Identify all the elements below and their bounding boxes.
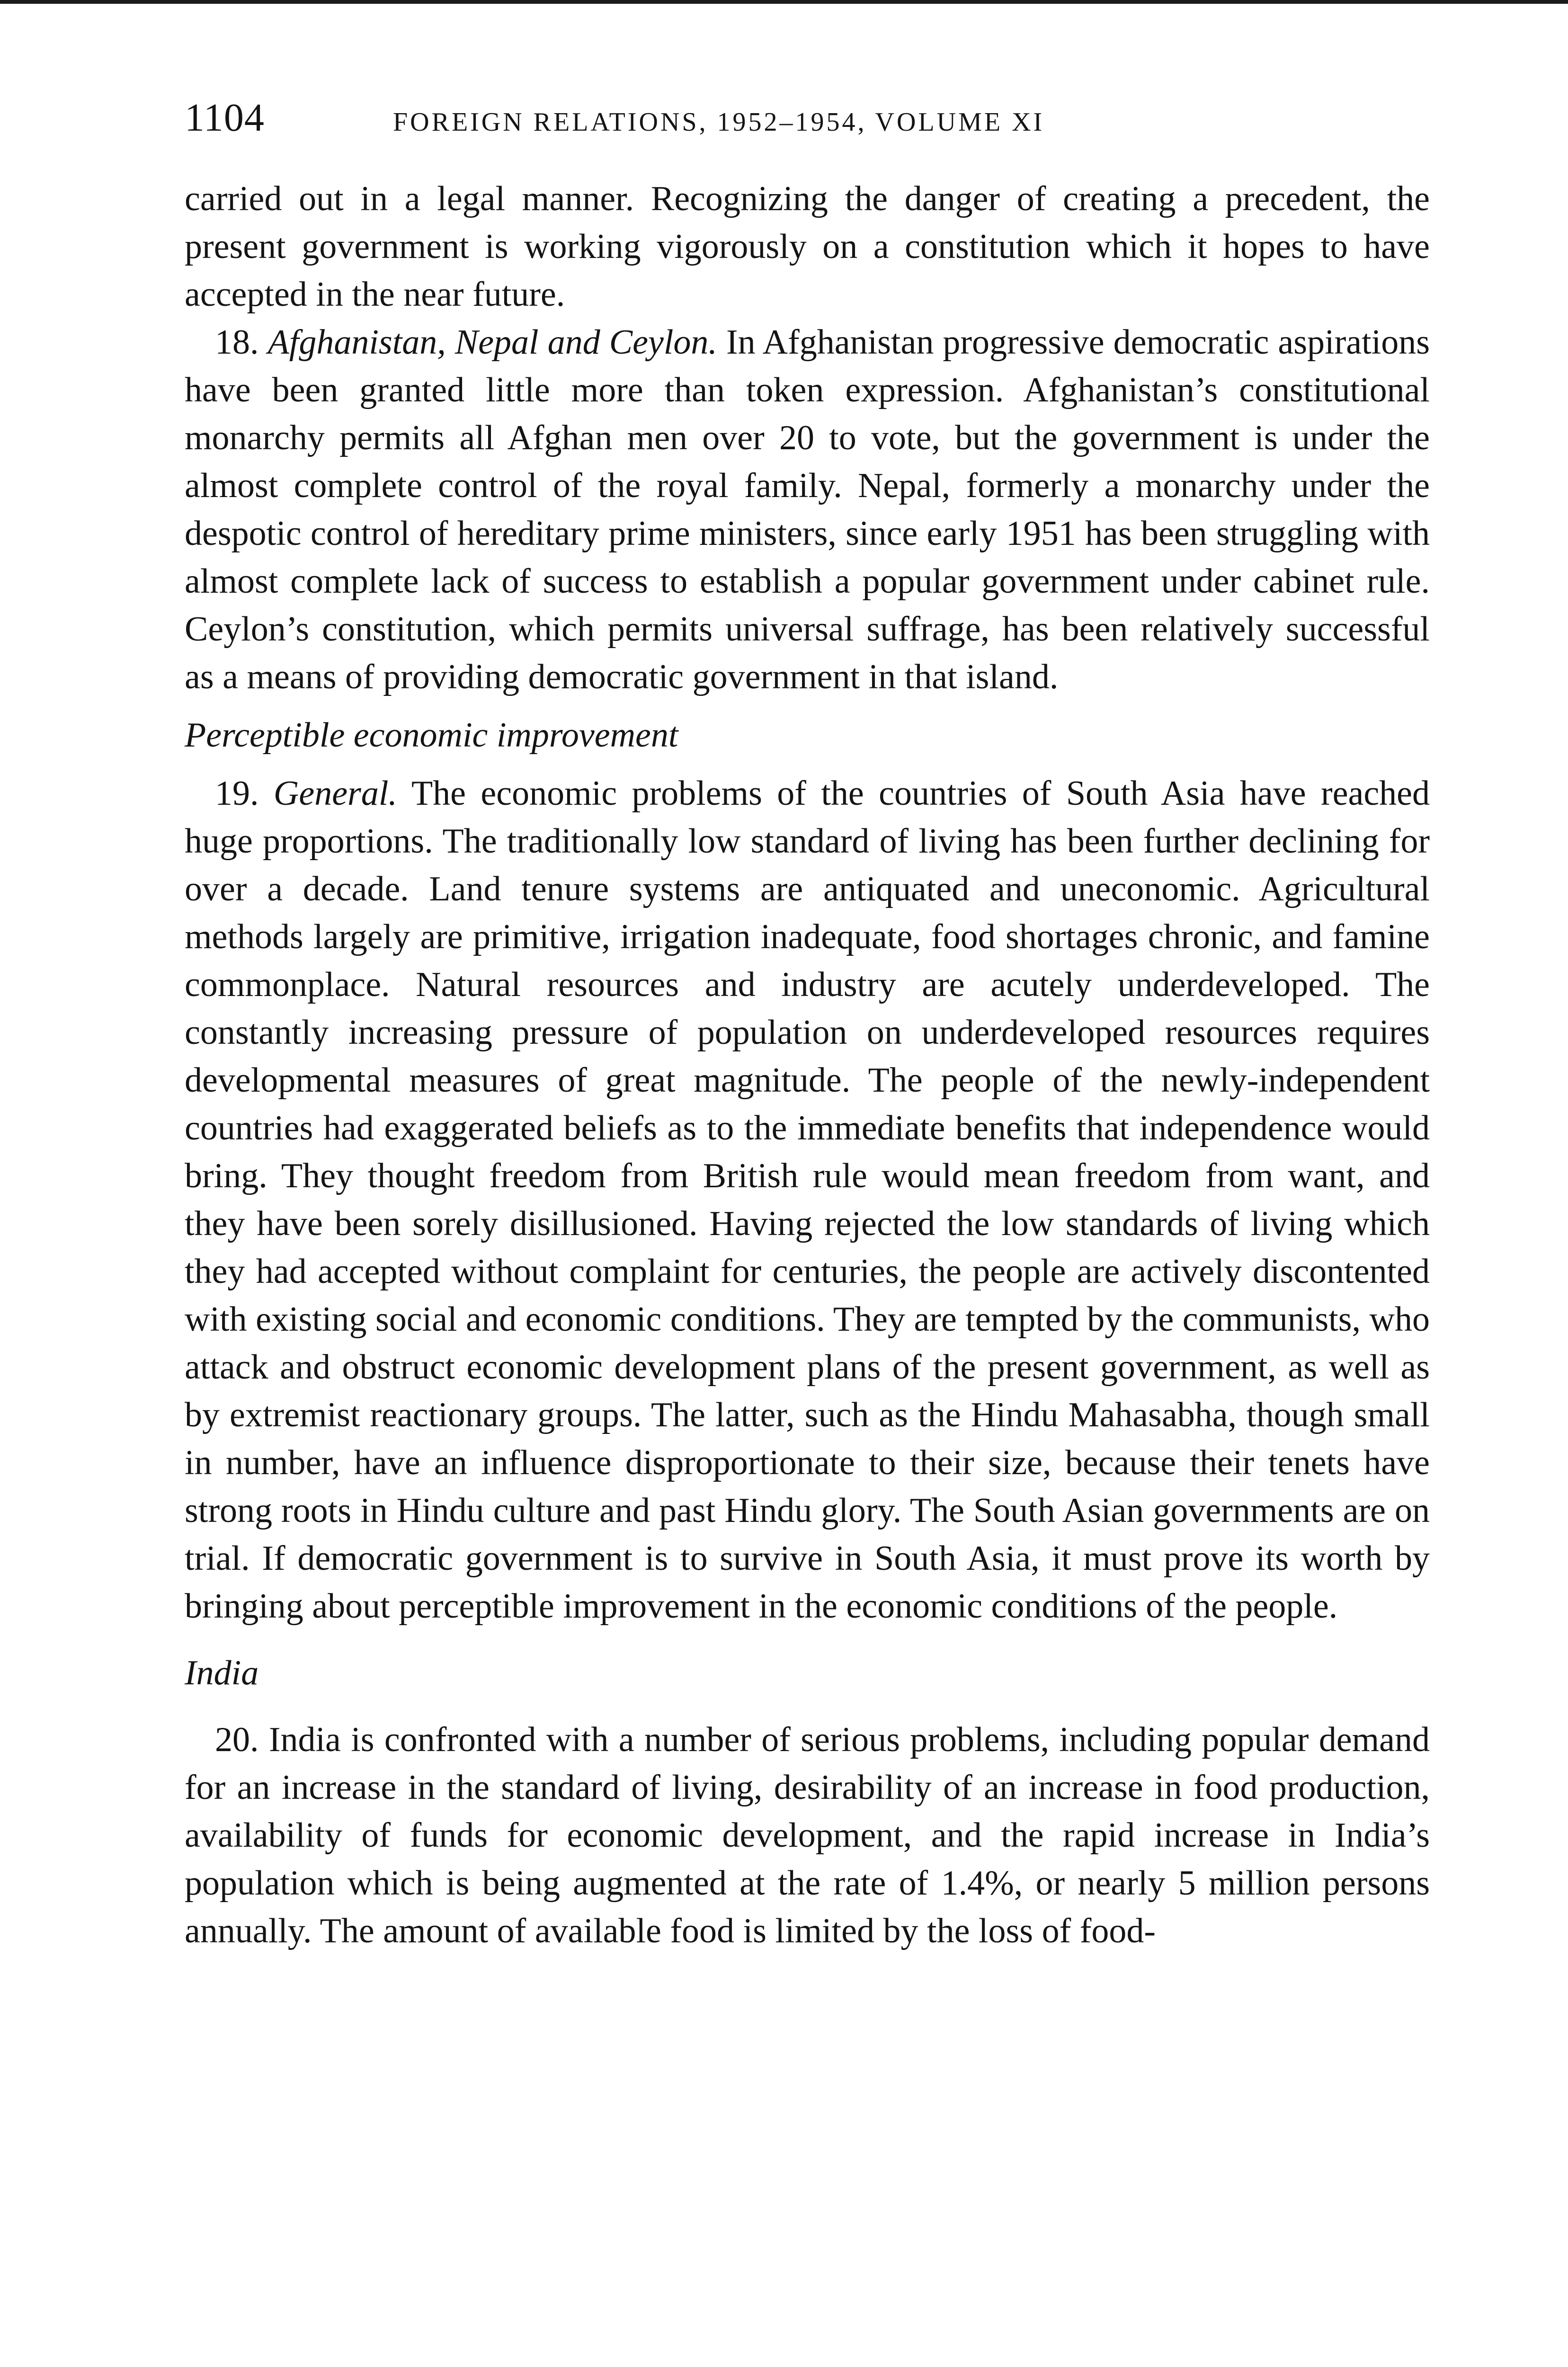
body-text: [185, 175, 1430, 1955]
paragraph-number: 19.: [215, 774, 259, 813]
document-page: [185, 95, 1430, 1955]
paragraph-continuation: [185, 175, 1430, 319]
section-heading-economic: Perceptible economic improvement: [185, 716, 678, 755]
paragraph-text: carried out in a legal manner. Recognizing the danger of creating a precedent, the present government is working vigorously on a constitution which it hopes to have accepted in the near future.: [185, 179, 1430, 314]
paragraph-lead-title: Afghanistan, Nepal and Ceylon.: [267, 323, 717, 362]
running-head: [185, 95, 1430, 156]
paragraph-19: [185, 770, 1430, 1630]
section-heading-india: India: [185, 1654, 259, 1692]
paragraph-lead-title: General.: [273, 774, 397, 813]
paragraph-text: The economic problems of the countries of South Asia have reached huge proportions. The traditionally low standard of living has been further declining for over a decade. Land tenure systems are antiquated and uneconomic. Agricultural methods largely are primitive, irrigation inadequate, food shortages chronic, and famine commonplace. Natural resources and industry are acutely underdeveloped. The constantly increasing pressure of population on underdeveloped resources requires developmental measures of great magnitude. The people of the newly-independent countries had exaggerated beliefs as to the immediate benefits that independence would bring. They thought freedom from British rule would mean freedom from want, and they have been sorely disillusioned. Having rejected the low standards of living which they had accepted without complaint for centuries, the people are actively discontented with existing social and economic conditions. They are tempted by the communists, who attack and obstruct economic development plans of the present government, as well as by extremist reactionary groups. The latter, such as the Hindu Mahasabha, though small in number, have an influence disproportionate to their size, because their tenets have strong roots in Hindu culture and past Hindu glory. The South Asian governments are on trial. If democratic government is to survive in South Asia, it must prove its worth by bringing about perceptible improvement in the economic conditions of the people.: [185, 774, 1430, 1626]
paragraph-text: In Afghanistan progressive democratic aspirations have been granted little more than token expression. Afghanistan’s constitutional monarchy permits all Afghan men over 20 to vote, but the government is under the almost complete control of the royal family. Nepal, formerly a monarchy under the despotic control of hereditary prime ministers, since early 1951 has been struggling with almost complete lack of success to establish a popular government under cabinet rule. Ceylon’s constitution, which permits universal suffrage, has been relatively successful as a means of providing democratic government in that island.: [185, 323, 1430, 696]
paragraph-number: 20.: [215, 1720, 259, 1759]
paragraph-20: [185, 1716, 1430, 1955]
running-title: FOREIGN RELATIONS, 1952–1954, VOLUME XI: [393, 107, 1045, 137]
paragraph-number: 18.: [215, 323, 259, 362]
paragraph-text: India is confronted with a number of serious problems, including popular demand for an increase in the standard of living, desirability of an increase in food production, availability of funds for economic development, and the rapid increase in India’s population which is being augmented at the rate of 1.4%, or nearly 5 million persons annually. The amount of available food is limited by the loss of food-: [185, 1720, 1430, 1950]
scan-top-edge: [0, 0, 1568, 4]
paragraph-18: [185, 319, 1430, 701]
page-number: 1104: [185, 96, 265, 140]
